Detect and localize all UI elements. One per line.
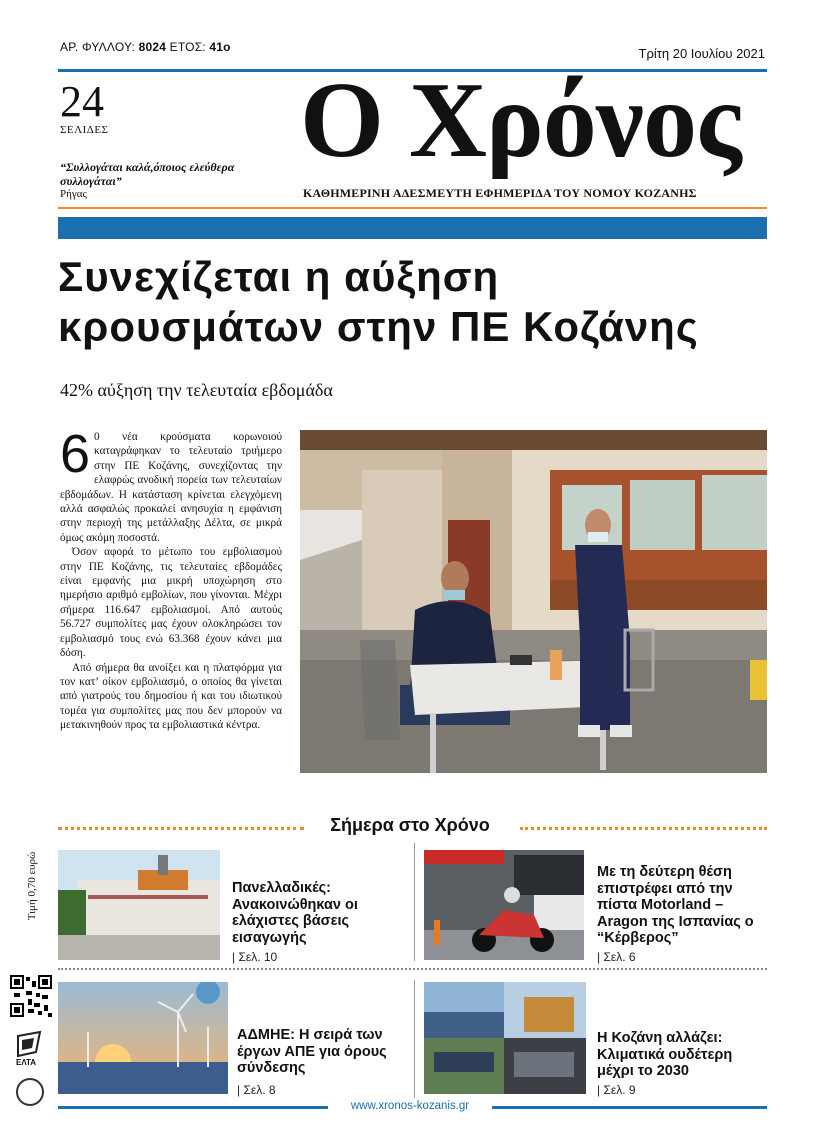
paragraph-text: 0 νέα κρούσματα κορωνοιού καταγράφηκαν το τελευταίο τριήμερο στην ΠΕ Κοζάνης, συνεχίζοντας την ελαφρώς ανοδική πορεία των τελευταίων εβδομάδων. Η κατάσταση κρίνεται ελεγχόμενη αλλά ασφαλώς προκαλεί ανησυχία η εμφάνιση στην περιοχή της μετάλλαξης Δέλτα, σε μικρά όμως ακόμη ποσοστά. [60, 431, 282, 544]
newspaper-subtitle: ΚΑΘΗΜΕΡΙΝΗ ΑΔΕΣΜΕΥΤΗ ΕΦΗΜΕΡΙΔΑ ΤΟΥ ΝΟΜΟΥ ΚΟΖΑΝΗΣ [303, 186, 697, 200]
teaser-image-motorbike[interactable] [424, 850, 584, 960]
qr-code-graphic [10, 975, 52, 1017]
teaser-image-kozani[interactable] [424, 982, 586, 1094]
lead-photo[interactable] [300, 430, 767, 773]
teaser-title[interactable]: Με τη δεύτερη θέση επιστρέφει από την πίστα Motorland – Aragon της Ισπανίας ο “Κέρβερος” [597, 864, 754, 946]
vaccination-scene-image [300, 430, 767, 773]
motto-quote: “Συλλογάται καλά,όποιος ελεύθερα συλλογάται” [60, 160, 235, 188]
section-divider-right [520, 827, 767, 830]
teaser-title[interactable]: ΑΔΜΗΕ: Η σειρά των έργων ΑΠΕ για όρους σύνδεσης [237, 1027, 387, 1076]
elta-logo-icon [14, 1030, 44, 1070]
teaser-divider-horizontal [58, 968, 767, 970]
article-paragraph: Όσον αφορά το μέτωπο του εμβολιασμού στην ΠΕ Κοζάνης, τις τελευταίες εβδομάδες είναι εμφανής μια μικρή υποχώρηση στο ημερήσιο αριθμό εμβολίων, που γίνονται. Μέχρι σήμερα 116.647 εμβολιασμοί. Από αυτούς 56.727 συμπολίτες μας έχουν ολοκληρώσει τον εμβολιασμό τους ενώ 63.368 έχουν κάνει μια δόση. [60, 546, 282, 660]
price-label [22, 840, 36, 950]
masthead-bar [58, 217, 767, 239]
lead-article [60, 424, 282, 733]
teaser-page-ref: | Σελ. 6 [597, 950, 636, 964]
issue-number: 8024 [138, 40, 167, 54]
teaser-page-ref: | Σελ. 10 [232, 950, 278, 964]
dropcap: 6 [60, 424, 91, 484]
teaser-title[interactable]: Πανελλαδικές: Ανακοινώθηκαν οι ελάχιστες βάσεις εισαγωγής [232, 880, 358, 946]
qr-code-icon[interactable] [10, 975, 52, 1017]
year-label: ΕΤΟΣ: [169, 40, 206, 54]
elta-label: ΕΛΤΑ [16, 1058, 37, 1067]
footer-bar-right [492, 1106, 767, 1109]
teaser-image-school[interactable] [58, 850, 220, 960]
page-count: 24 [60, 77, 104, 126]
footer-bar-left [58, 1106, 328, 1109]
lead-headline[interactable] [58, 252, 778, 352]
article-paragraph: Από σήμερα θα ανοίξει και η πλατφόρμα για τον κατ’ οίκον εμβολιασμό, ο οποίος θα γίνεται από γιατρούς του δημοσίου ή και του ιδιωτικού τομέα για συμπολίτες μας που δεν μπορούν να μετακινηθούν προς τα εμβολιαστικά κέντρα. [60, 661, 282, 732]
article-paragraph [60, 424, 282, 545]
teaser-page-ref: | Σελ. 9 [597, 1083, 636, 1097]
newspaper-logo[interactable]: Ο Χρόνος [300, 61, 741, 180]
page-count-label: ΣΕΛΙΔΕΣ [60, 124, 109, 136]
kozani-collage-image [424, 982, 586, 1094]
teaser-title[interactable]: Η Κοζάνη αλλάζει: Κλιματικά ουδέτερη μέχρι το 2030 [597, 1030, 733, 1079]
seal-icon [16, 1078, 44, 1106]
teaser-image-renewables[interactable] [58, 982, 228, 1094]
price-text: Τιμή 0,70 ευρώ [26, 851, 38, 921]
motorbike-race-image [424, 850, 584, 960]
year-value: 41ο [209, 40, 231, 54]
headline-line-2: κρουσμάτων στην ΠΕ Κοζάνης [58, 303, 699, 350]
headline-line-1: Συνεχίζεται η αύξηση [58, 253, 500, 300]
issue-prefix: ΑΡ. ΦΥΛΛΟΥ: [60, 40, 136, 54]
teaser-divider-vertical [414, 980, 415, 1098]
lead-deck: 42% αύξηση την τελευταία εβδομάδα [60, 380, 333, 400]
section-title: Σήμερα στο Χρόνο [330, 815, 490, 835]
teaser-divider-vertical [414, 843, 415, 961]
motto-author: Ρήγας [60, 188, 87, 200]
wind-solar-image [58, 982, 228, 1094]
teaser-page-ref: | Σελ. 8 [237, 1083, 276, 1097]
school-building-image [58, 850, 220, 960]
issue-date: Τρίτη 20 Ιουλίου 2021 [638, 46, 765, 61]
masthead-rule [58, 207, 767, 209]
issue-info [60, 40, 231, 54]
website-link[interactable]: www.xronos-kozanis.gr [350, 1100, 470, 1112]
